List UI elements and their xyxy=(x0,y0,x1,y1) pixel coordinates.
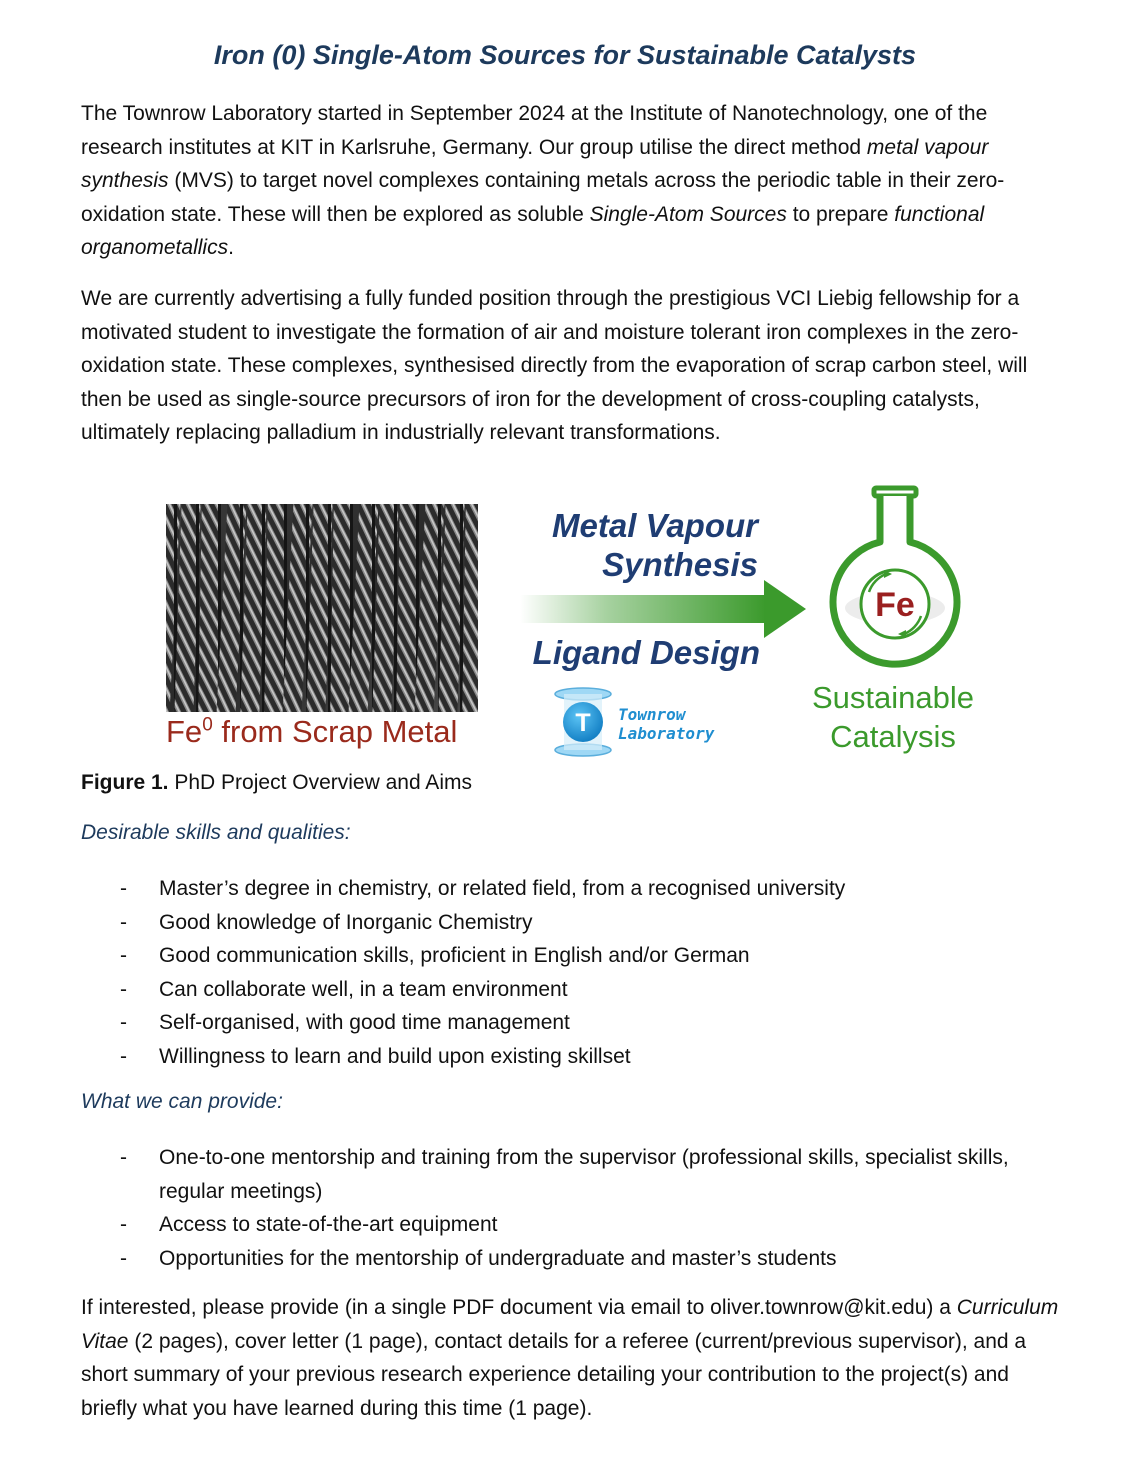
intro-paragraph xyxy=(81,97,1066,265)
figure-caption-label: Figure 1. xyxy=(81,771,169,794)
list-dash: - xyxy=(120,1011,127,1035)
list-item xyxy=(0,973,1049,1007)
list-item-text: Willingness to learn and build upon existing skillset xyxy=(159,1044,631,1068)
ligand-design-label: Ligand Design xyxy=(532,634,760,671)
cable-shadow xyxy=(196,504,199,712)
provide-heading: What we can provide: xyxy=(81,1090,283,1113)
intro-text-3: to prepare xyxy=(786,202,895,226)
provide-list xyxy=(0,1141,1130,1275)
cable-strand xyxy=(396,504,419,712)
apply-text-1: If interested, please provide (in a single PDF document via email to oliver.townrow@kit.edu) a xyxy=(81,1296,957,1319)
list-item xyxy=(0,906,1049,940)
list-dash: - xyxy=(120,877,127,900)
catalysis-line1: Sustainable xyxy=(811,680,974,715)
logo-letter: T xyxy=(575,709,591,737)
advert-paragraph: We are currently advertising a fully funded position through the prestigious VCI Liebig fellowship for a motivated student to investigate the formation of air and moisture tolerant iron complexes in the zero-oxidation state. These complexes, synthesised directly from the evaporation of scrap carbon steel, will then be used as single-source precursors of iron for the development of cross-coupling catalysts, ultimately replacing palladium in industrially relevant transformations. xyxy=(81,287,1028,445)
list-item-text: Can collaborate well, in a team environment xyxy=(159,977,568,1001)
cable-strand xyxy=(264,504,287,712)
figure-caption-text: PhD Project Overview and Aims xyxy=(168,771,472,794)
list-item xyxy=(0,1242,1049,1276)
mvs-label-line2: Synthesis xyxy=(602,546,758,583)
cable-strand xyxy=(198,504,221,712)
apply-text-2: (2 pages), cover letter (1 page), contact details for a referee (current/previous supervisor), and a short summary of your previous research experience detailing your contribution to the project(s) and briefly what you have learned during this time (1 page). xyxy=(81,1329,1027,1420)
list-item-text: Access to state-of-the-art equipment xyxy=(159,1213,498,1237)
list-dash: - xyxy=(120,1146,127,1169)
list-item-text: Good knowledge of Inorganic Chemistry xyxy=(159,910,533,934)
logo-line2: Laboratory xyxy=(618,724,715,743)
list-dash: - xyxy=(120,910,127,934)
skills-heading: Desirable skills and qualities: xyxy=(81,821,351,844)
townrow-logo-text xyxy=(618,705,714,743)
list-item-text: One-to-one mentorship and training from the supervisor (professional skills, specialist skills, regular meetings) xyxy=(159,1146,1009,1203)
mvs-label xyxy=(520,506,758,584)
list-item xyxy=(0,872,1049,906)
intro-text-2: (MVS) to target novel complexes containing metals across the periodic table in their zero-oxidation state. These will then be explored as soluble xyxy=(81,169,1005,226)
sustainable-catalysis-label xyxy=(795,678,991,756)
list-dash: - xyxy=(120,1213,127,1237)
apply-emphasis-cv: Curriculum Vitae xyxy=(81,1296,1059,1353)
list-dash: - xyxy=(120,977,127,1001)
scrap-caption-suffix: from Scrap Metal xyxy=(212,714,458,749)
page-title: Iron (0) Single-Atom Sources for Sustainable Catalysts xyxy=(213,40,917,70)
scrap-metal-caption xyxy=(166,714,486,750)
intro-emphasis-organometallics: functional organometallics xyxy=(81,202,985,260)
scrap-caption-superscript: 0 xyxy=(202,714,213,736)
list-dash: - xyxy=(120,1246,127,1270)
scrap-caption-prefix: Fe xyxy=(166,714,203,749)
flask-fe-label: Fe xyxy=(875,586,915,624)
intro-emphasis-mvs: metal vapour synthesis xyxy=(81,135,989,193)
intro-emphasis-single-atom: Single-Atom Sources xyxy=(589,202,787,226)
figure-caption xyxy=(81,771,472,795)
logo-line1: Townrow xyxy=(618,705,686,724)
skills-list xyxy=(0,872,1130,1074)
application-paragraph xyxy=(81,1291,1066,1425)
list-item xyxy=(0,939,1049,973)
cable-shadow xyxy=(262,504,265,712)
project-figure xyxy=(0,478,1130,768)
flask-icon xyxy=(820,480,970,675)
list-dash: - xyxy=(120,1044,127,1068)
mvs-label-line1: Metal Vapour xyxy=(552,507,758,544)
list-item-text: Opportunities for the mentorship of undergraduate and master’s students xyxy=(159,1246,837,1270)
cable-shadow xyxy=(328,504,331,712)
list-dash: - xyxy=(120,944,127,968)
list-item-text: Master’s degree in chemistry, or related field, from a recognised university xyxy=(159,877,846,900)
intro-text-4: . xyxy=(228,236,234,260)
townrow-logo-icon xyxy=(550,686,616,758)
list-item-text: Good communication skills, proficient in English and/or German xyxy=(159,944,750,968)
scrap-metal-photo xyxy=(166,504,478,712)
list-item xyxy=(0,1208,1049,1242)
catalysis-line2: Catalysis xyxy=(830,719,956,754)
cable-shadow xyxy=(460,504,463,712)
list-item xyxy=(0,1040,1049,1074)
list-item-text: Self-organised, with good time management xyxy=(159,1011,570,1035)
list-item xyxy=(0,1141,1049,1208)
intro-text-1: The Townrow Laboratory started in September 2024 at the Institute of Nanotechnology, one of the research institutes at KIT in Karlsruhe, Germany. Our group utilise the direct method xyxy=(81,102,988,159)
arrow-right-icon xyxy=(520,578,810,640)
cable-strand xyxy=(330,504,353,712)
cable-shadow xyxy=(394,504,397,712)
list-item xyxy=(0,1006,1049,1040)
